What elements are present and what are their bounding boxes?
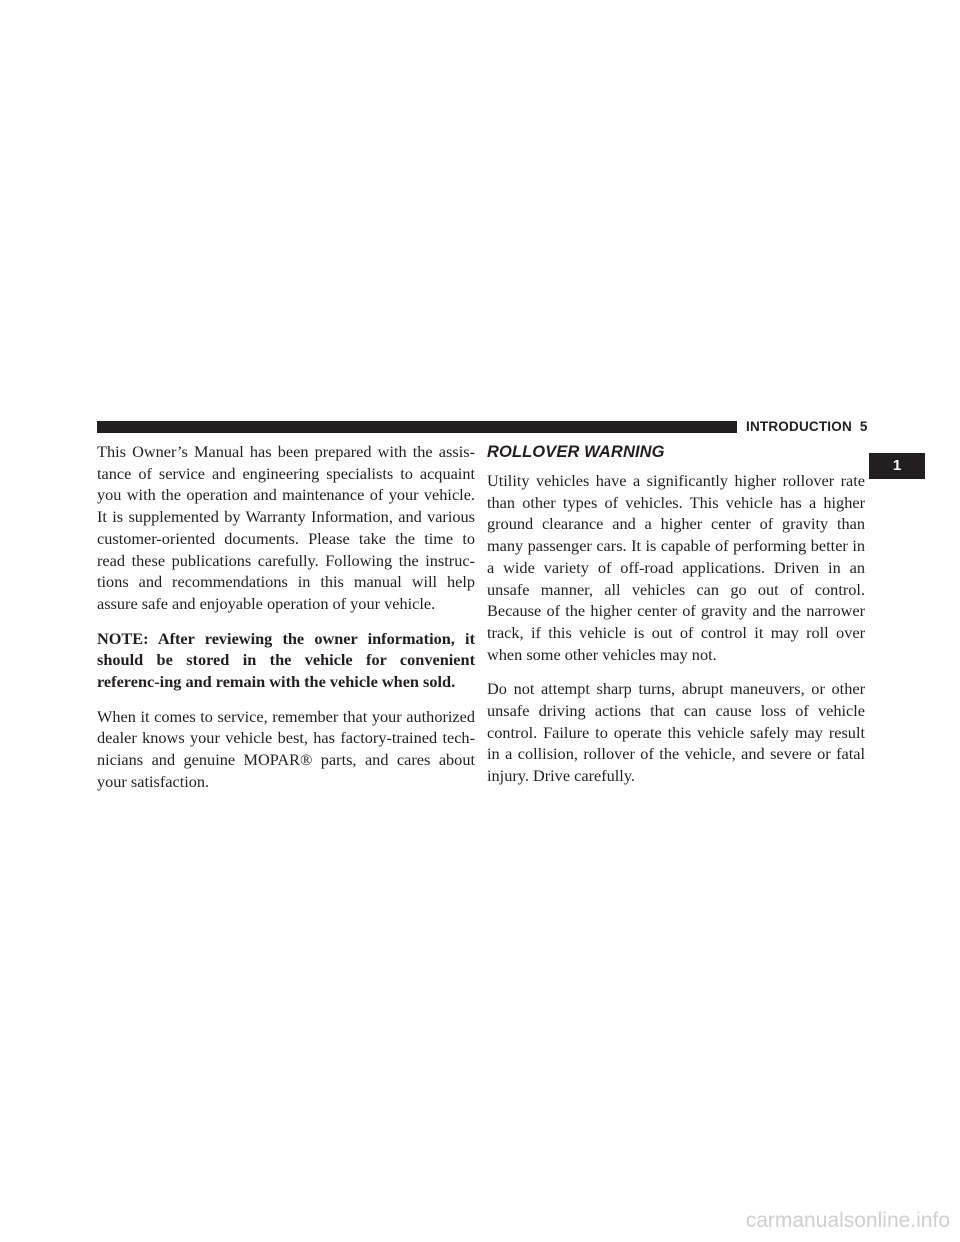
- section-heading: ROLLOVER WARNING: [487, 443, 665, 461]
- intro-paragraph: This Owner’s Manual has been prepared with the assis-tance of service and engineering specialists to acquaint you with the operation and maintenance of your vehicle. It is supplemented by Warranty Information, and various customer-oriented documents. Please take the time to read these publications carefully. Following the instruc-tions and recommendations in this manual will help assure safe and enjoyable operation of your vehicle.: [97, 442, 475, 613]
- section-title: INTRODUCTION: [746, 419, 852, 434]
- header-rule: [97, 421, 737, 433]
- right-column: [487, 441, 865, 800]
- service-paragraph: When it comes to service, remember that your authorized dealer knows your vehicle best, has factory-trained tech-nicians and genuine MOPAR® parts, and cares about your satisfaction.: [97, 706, 475, 791]
- watermark: carmanualsonline.info: [745, 1209, 950, 1232]
- note-paragraph: NOTE: After reviewing the owner information, it should be stored in the vehicle for convenient referenc-ing and remain with the vehicle when sold.: [97, 628, 475, 692]
- driving-paragraph: Do not attempt sharp turns, abrupt maneuvers, or other unsafe driving actions that can cause loss of vehicle control. Failure to operate this vehicle safely may result in a collision, rollover of the vehicle, and severe or fatal injury. Drive carefully.: [487, 679, 865, 786]
- page-number: 5: [859, 419, 868, 434]
- chapter-tab: 1: [869, 453, 925, 479]
- running-header: [746, 418, 868, 436]
- rollover-paragraph: Utility vehicles have a significantly higher rollover rate than other types of vehicles. This vehicle has a higher ground clearance and a higher center of gravity than many passenger cars. It is capable of performing better in a wide variety of off-road applications. Driven in an unsafe manner, all vehicles can go out of control. Because of the higher center of gravity and the narrower track, if this vehicle is out of control it may roll over when some other vehicles may not.: [487, 471, 865, 664]
- left-column: [97, 441, 475, 806]
